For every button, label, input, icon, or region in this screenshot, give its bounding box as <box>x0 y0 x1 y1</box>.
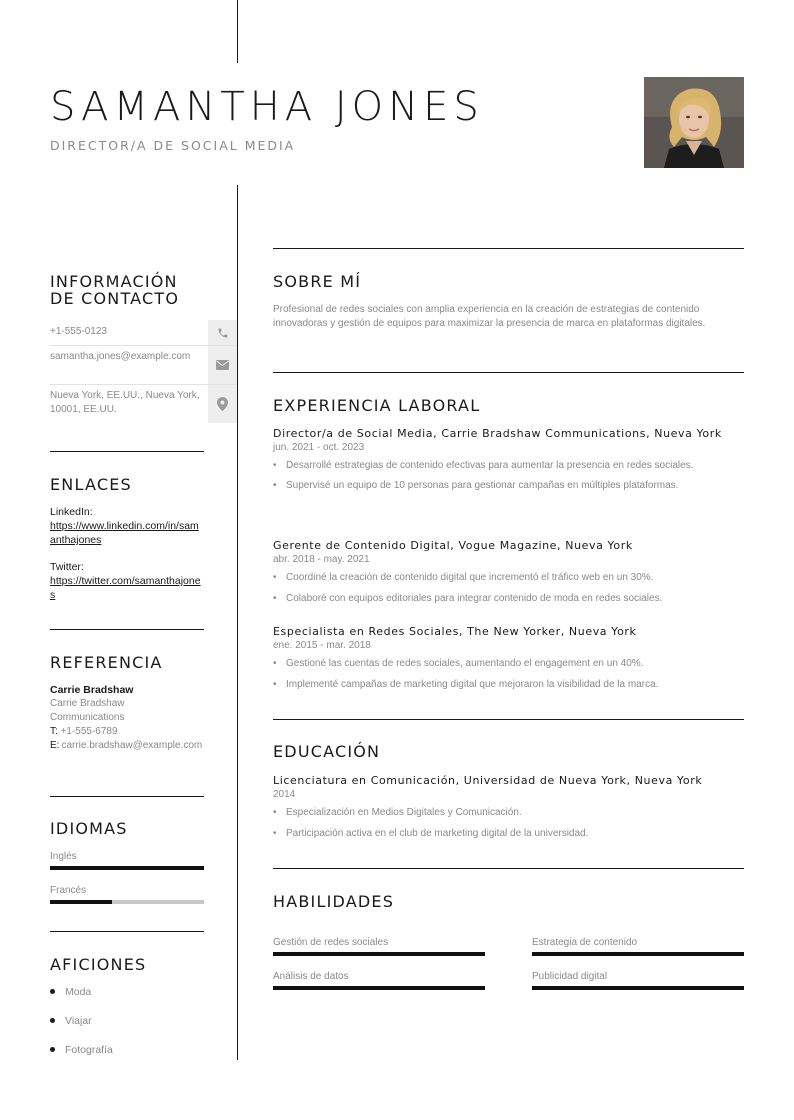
skill-name: Publicidad digital <box>532 971 608 982</box>
mail-icon <box>216 360 229 370</box>
divider <box>273 248 744 249</box>
reference-title: REFERENCIA <box>50 653 163 672</box>
mail-icon-box <box>208 346 237 384</box>
reference-phone-row <box>50 725 206 739</box>
education-degree: Licenciatura en Comunicación, Universidad de Nueva York, Nueva York <box>273 774 703 787</box>
column-divider-line <box>237 185 238 1060</box>
job-bullet: • Gestioné las cuentas de redes sociales, aumentando el engagement en un 40%. <box>273 657 744 671</box>
divider <box>50 451 204 452</box>
reference-name: Carrie Bradshaw <box>50 684 134 696</box>
skill-level-bar <box>532 986 744 990</box>
linkedin-label: LinkedIn: <box>50 506 93 518</box>
about-title: SOBRE MÍ <box>273 272 362 291</box>
hobby-item: Moda <box>50 986 91 998</box>
reference-phone: +1-555-6789 <box>60 726 118 737</box>
skill-level-bar <box>532 952 744 956</box>
divider <box>273 372 744 373</box>
contact-address-row <box>50 385 237 423</box>
profile-photo <box>644 77 744 168</box>
bullet-icon <box>50 989 55 994</box>
job-bullets <box>273 459 733 493</box>
education-entry <box>273 774 744 841</box>
hobby-item: Fotografía <box>50 1044 113 1056</box>
twitter-label: Twitter: <box>50 561 84 573</box>
job-date: abr. 2018 - may. 2021 <box>273 554 370 565</box>
reference-block <box>50 683 206 753</box>
skill-level-bar <box>273 952 485 956</box>
contact-email-row <box>50 346 237 385</box>
language-level-bar <box>50 900 204 904</box>
language-level-fill <box>50 900 112 904</box>
phone-icon <box>217 327 229 339</box>
reference-line1: Carrie Bradshaw <box>50 698 125 709</box>
links-list <box>50 505 202 602</box>
skill-name: Análisis de datos <box>273 971 349 982</box>
skill-name: Gestión de redes sociales <box>273 937 389 948</box>
divider <box>50 629 204 630</box>
language-name: Francés <box>50 885 87 896</box>
contact-title: INFORMACIÓN DE CONTACTO <box>50 272 180 308</box>
linkedin-link[interactable]: https://www.linkedin.com/in/samanthajones <box>50 520 199 546</box>
bullet-icon <box>50 1018 55 1023</box>
skills-title: HABILIDADES <box>273 892 395 911</box>
reference-email-label: E: <box>50 740 60 751</box>
skill-level-bar <box>273 986 485 990</box>
job-bullet: • Coordiné la creación de contenido digital que incrementó el tráfico web en un 30%. <box>273 571 744 585</box>
job-title: Especialista en Redes Sociales, The New Yorker, Nueva York <box>273 625 637 638</box>
job-title: Gerente de Contenido Digital, Vogue Magazine, Nueva York <box>273 539 633 552</box>
location-pin-icon <box>217 397 228 411</box>
divider <box>273 868 744 869</box>
job-title: Director/a de Social Media, Carrie Bradshaw Communications, Nueva York <box>273 427 722 440</box>
language-level-fill <box>50 866 204 870</box>
reference-phone-label: T: <box>50 726 58 737</box>
top-divider-line <box>237 0 238 63</box>
phone-icon-box <box>208 320 237 345</box>
languages-title: IDIOMAS <box>50 819 128 838</box>
twitter-link[interactable]: https://twitter.com/samanthajones <box>50 575 201 601</box>
job-bullets <box>273 657 744 692</box>
job-entry <box>273 539 744 606</box>
divider <box>50 796 204 797</box>
skill-name: Estrategia de contenido <box>532 937 638 948</box>
job-bullet: • Implementé campañas de marketing digital que mejoraron la visibilidad de la marca. <box>273 678 744 692</box>
education-bullet: • Especialización en Medios Digitales y Comunicación. <box>273 806 744 820</box>
job-date: jun. 2021 - oct. 2023 <box>273 442 365 453</box>
divider <box>273 719 744 720</box>
education-title: EDUCACIÓN <box>273 742 381 761</box>
experience-title: EXPERIENCIA LABORAL <box>273 396 481 415</box>
job-bullet: • Supervisé un equipo de 10 personas para gestionar campañas en múltiples plataformas. <box>273 479 733 493</box>
contact-phone-row <box>50 320 237 346</box>
reference-line2: Communications <box>50 712 125 723</box>
reference-email: carrie.bradshaw@example.com <box>61 740 203 751</box>
job-entry <box>273 625 744 692</box>
links-title: ENLACES <box>50 475 132 494</box>
education-bullets <box>273 806 744 841</box>
education-bullet: • Participación activa en el club de marketing digital de la universidad. <box>273 827 744 841</box>
job-bullet: • Colaboré con equipos editoriales para integrar contenido de moda en redes sociales. <box>273 592 744 606</box>
contact-address: Nueva York, EE.UU., Nueva York, 10001, EE.UU. <box>50 390 200 415</box>
job-entry <box>273 427 744 493</box>
about-text: Profesional de redes sociales con amplia experiencia en la creación de estrategias de contenido innovadoras y gestión de equipos para maximizar la presencia de marca en plataformas digitales. <box>273 304 706 329</box>
divider <box>50 931 204 932</box>
hobbies-title: AFICIONES <box>50 955 147 974</box>
reference-email-row <box>50 739 206 753</box>
candidate-name: SAMANTHA JONES <box>50 84 484 130</box>
candidate-role: DIRECTOR/A DE SOCIAL MEDIA <box>50 138 296 153</box>
location-icon-box <box>208 385 237 423</box>
bullet-icon <box>50 1047 55 1052</box>
contact-email: samantha.jones@example.com <box>50 351 191 362</box>
language-level-bar <box>50 866 204 870</box>
education-year: 2014 <box>273 789 296 800</box>
job-date: ene. 2015 - mar. 2018 <box>273 640 371 651</box>
job-bullet: • Desarrollé estrategias de contenido efectivas para aumentar la presencia en redes sociales. <box>273 459 733 473</box>
hobby-item: Viajar <box>50 1015 92 1027</box>
contact-phone: +1-555-0123 <box>50 326 107 337</box>
job-bullets <box>273 571 744 606</box>
language-name: Inglés <box>50 851 77 862</box>
